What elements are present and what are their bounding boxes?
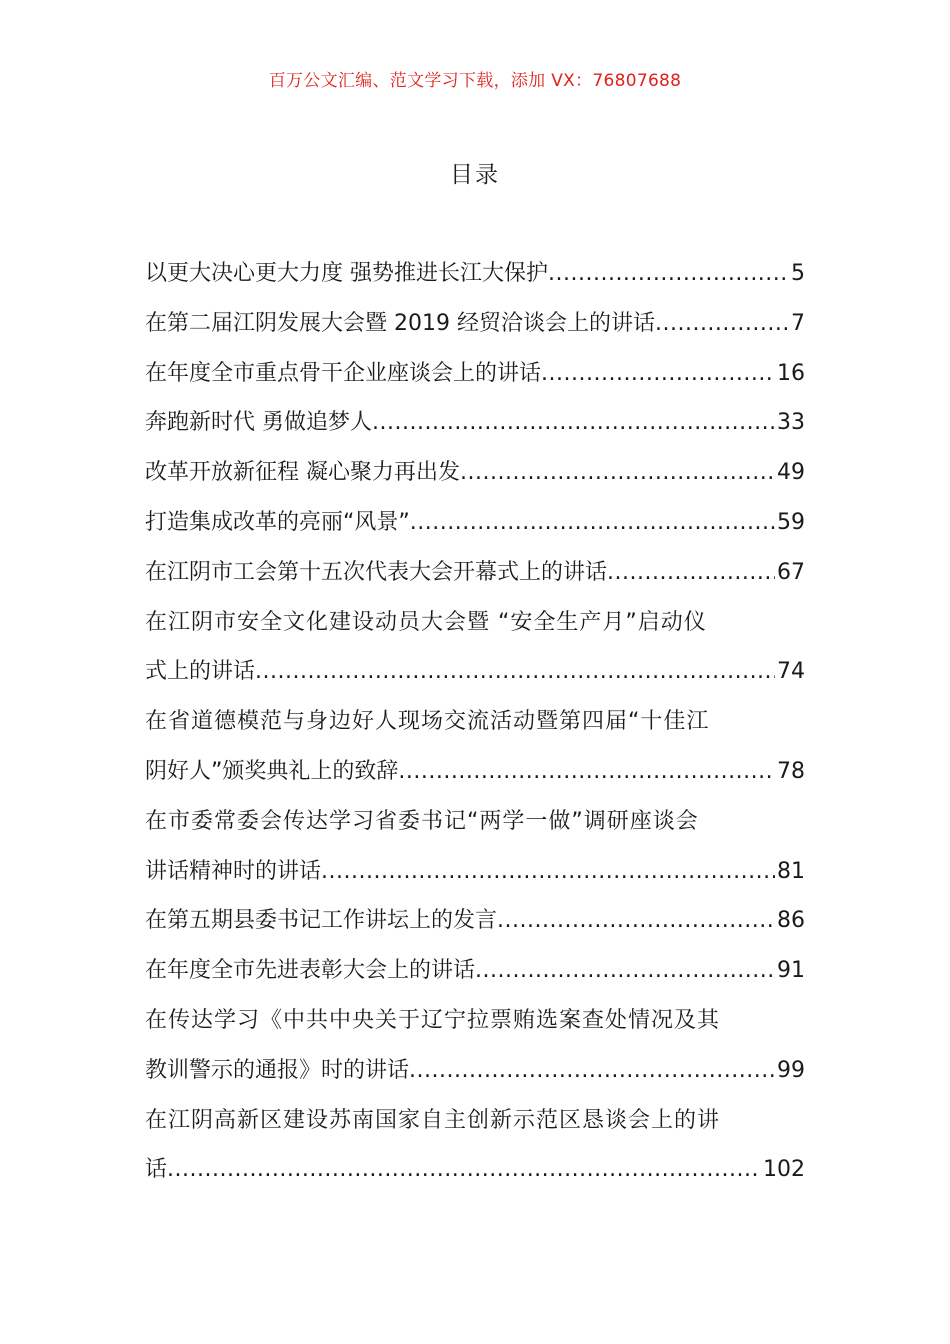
table-of-contents	[145, 249, 805, 1195]
toc-page-number: 7	[791, 310, 805, 336]
toc-entry-title: 打造集成改革的亮丽“风景”	[145, 509, 410, 535]
toc-page-number: 16	[777, 360, 805, 386]
toc-page-number: 33	[777, 410, 805, 436]
toc-entry-title: 讲话精神时的讲话	[145, 858, 322, 884]
toc-dot-leader	[255, 647, 775, 697]
toc-entry[interactable]	[145, 398, 805, 448]
toc-entry-title: 话	[145, 1157, 168, 1183]
toc-entry-title: 在传达学习《中共中央关于辽宁拉票贿选案查处情况及其	[145, 1007, 721, 1033]
toc-entry[interactable]	[145, 598, 805, 698]
toc-entry-title: 在第二届江阴发展大会暨 2019 经贸洽谈会上的讲话	[145, 310, 655, 336]
toc-dot-leader	[410, 498, 775, 548]
toc-dot-leader	[409, 1046, 775, 1096]
header-note: 百万公文汇编、范文学习下载，添加 VX：76807688	[268, 71, 682, 91]
toc-dot-leader	[497, 896, 775, 946]
toc-page-number: 59	[777, 509, 805, 535]
toc-entry[interactable]	[145, 498, 805, 548]
toc-dot-leader	[548, 249, 789, 299]
toc-dot-leader	[167, 1145, 761, 1195]
toc-page-number: 91	[777, 958, 805, 984]
toc-page-number: 74	[777, 659, 805, 685]
toc-entry[interactable]	[145, 946, 805, 996]
toc-entry-title: 在江阴高新区建设苏南国家自主创新示范区恳谈会上的讲	[145, 1107, 721, 1133]
toc-page-number: 86	[777, 908, 805, 934]
toc-entry-title: 改革开放新征程 凝心聚力再出发	[145, 460, 460, 486]
toc-entry-title: 在年度全市先进表彰大会上的讲话	[145, 958, 476, 984]
toc-entry[interactable]	[145, 349, 805, 399]
toc-entry[interactable]	[145, 996, 805, 1096]
toc-entry-title: 在市委常委会传达学习省委书记“两学一做”调研座谈会	[145, 808, 699, 834]
toc-dot-leader	[398, 747, 775, 797]
toc-page-number: 67	[777, 559, 805, 585]
toc-page-number: 102	[763, 1157, 805, 1183]
toc-entry-title: 在江阴市工会第十五次代表大会开幕式上的讲话	[145, 559, 608, 585]
toc-entry-title: 在第五期县委书记工作讲坛上的发言	[145, 908, 498, 934]
toc-entry[interactable]	[145, 797, 805, 897]
toc-entry-title: 奔跑新时代 勇做追梦人	[145, 410, 372, 436]
toc-dot-leader	[541, 349, 775, 399]
toc-page-number: 81	[777, 858, 805, 884]
toc-title: 目录	[450, 162, 500, 188]
toc-entry[interactable]	[145, 249, 805, 299]
toc-entry-title: 以更大决心更大力度 强势推进长江大保护	[145, 261, 548, 286]
toc-page-number: 5	[791, 261, 805, 286]
toc-dot-leader	[475, 946, 775, 996]
toc-dot-leader	[655, 299, 789, 349]
toc-dot-leader	[460, 448, 775, 498]
toc-entry-title: 教训警示的通报》时的讲话	[145, 1057, 410, 1083]
toc-entry[interactable]	[145, 448, 805, 498]
toc-entry[interactable]	[145, 896, 805, 946]
toc-page-number: 49	[777, 460, 805, 486]
toc-entry[interactable]	[145, 697, 805, 797]
toc-dot-leader	[372, 398, 775, 448]
toc-page-number: 78	[777, 758, 805, 784]
toc-entry[interactable]	[145, 1096, 805, 1196]
toc-page-number: 99	[777, 1057, 805, 1083]
toc-entry-title: 式上的讲话	[145, 659, 256, 685]
toc-dot-leader	[321, 847, 775, 897]
toc-entry[interactable]	[145, 299, 805, 349]
toc-entry-title: 在省道德模范与身边好人现场交流活动暨第四届“十佳江	[145, 709, 710, 735]
toc-entry-title: 在年度全市重点骨干企业座谈会上的讲话	[145, 360, 542, 386]
toc-entry-title: 阴好人”颁奖典礼上的致辞	[145, 758, 399, 784]
toc-dot-leader	[607, 548, 775, 598]
toc-entry-title: 在江阴市安全文化建设动员大会暨 “安全生产月”启动仪	[145, 609, 707, 635]
toc-entry[interactable]	[145, 548, 805, 598]
